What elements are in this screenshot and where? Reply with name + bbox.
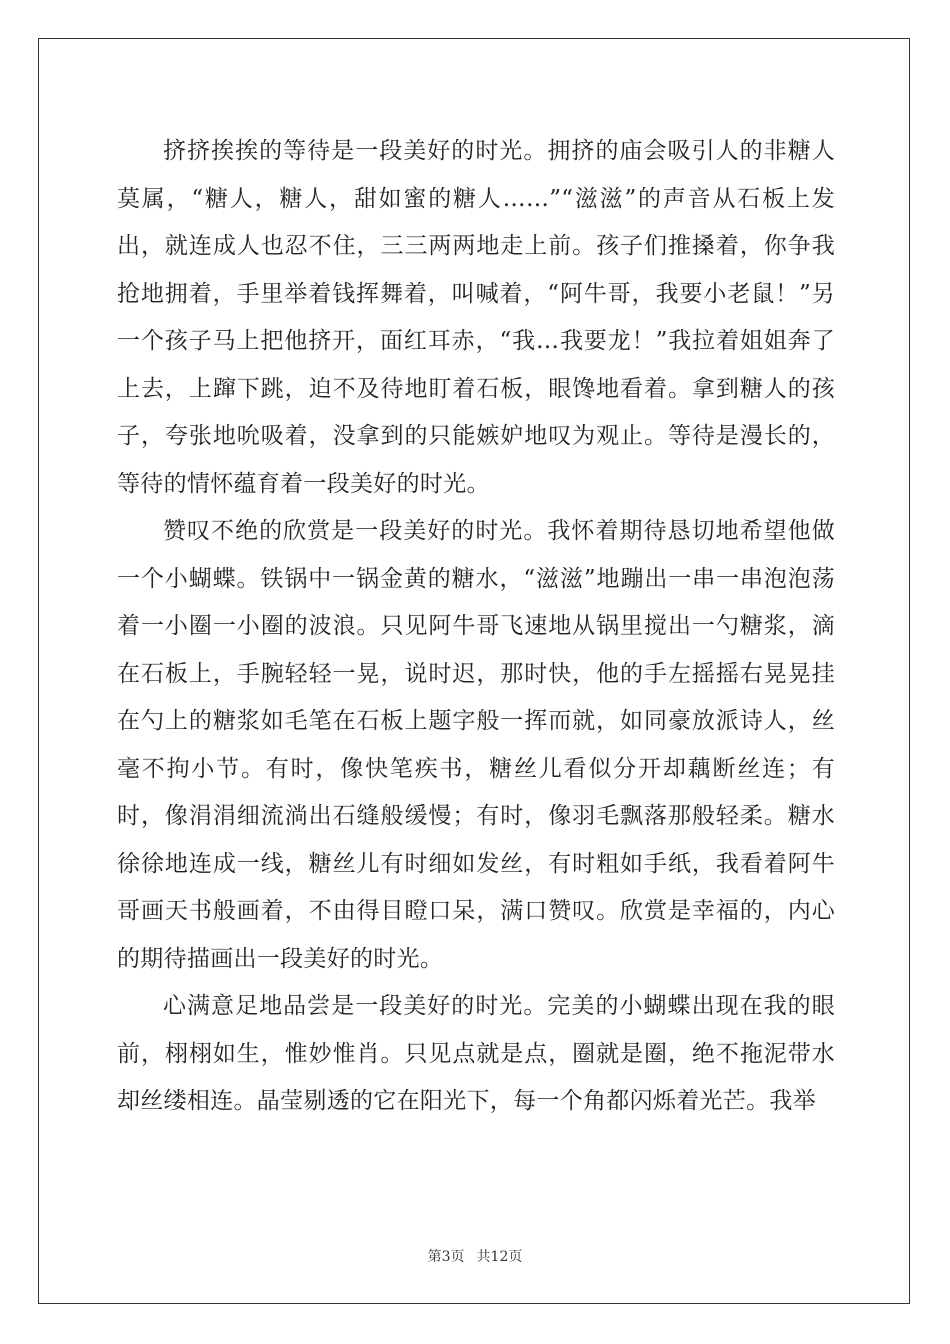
document-body xyxy=(117,128,835,1126)
paragraph-3: 心满意足地品尝是一段美好的时光。完美的小蝴蝶出现在我的眼前，栩栩如生，惟妙惟肖。只见点就是点，圈就是圈，绝不拖泥带水却丝缕相连。晶莹剔透的它在阳光下，每一个角都闪烁着光芒。我举 xyxy=(117,993,835,1114)
page-number: 第3页 xyxy=(427,1249,465,1265)
paragraph-2: 赞叹不绝的欣赏是一段美好的时光。我怀着期待恳切地希望他做一个小蝴蝶。铁锅中一锅金黄的糖水，“滋滋”地蹦出一串一串泡泡荡着一小圈一小圈的波浪。只见阿牛哥飞速地从锅里搅出一勺糖浆，滴在石板上，手腕轻轻一晃，说时迟，那时快，他的手左摇摇右晃晃挂在勺上的糖浆如毛笔在石板上题字般一挥而就，如同豪放派诗人，丝毫不拘小节。有时，像快笔疾书，糖丝儿看似分开却藕断丝连；有时，像涓涓细流淌出石缝般缓慢；有时，像羽毛飘落那般轻柔。糖水徐徐地连成一线，糖丝儿有时细如发丝，有时粗如手纸，我看着阿牛哥画天书般画着，不由得目瞪口呆，满口赞叹。欣赏是幸福的，内心的期待描画出一段美好的时光。 xyxy=(117,518,835,972)
page-footer xyxy=(0,1246,950,1266)
page-total: 共12页 xyxy=(476,1249,523,1265)
paragraph-1: 挤挤挨挨的等待是一段美好的时光。拥挤的庙会吸引人的非糖人莫属，“糖人，糖人，甜如蜜的糖人……”“滋滋”的声音从石板上发出，就连成人也忍不住，三三两两地走上前。孩子们推搡着，你争我抢地拥着，手里举着钱挥舞着，叫喊着，“阿牛哥，我要小老鼠！”另一个孩子马上把他挤开，面红耳赤，“我…我要龙！”我拉着姐姐奔了上去，上蹿下跳，迫不及待地盯着石板，眼馋地看着。拿到糖人的孩子，夸张地吮吸着，没拿到的只能嫉妒地叹为观止。等待是漫长的，等待的情怀蕴育着一段美好的时光。 xyxy=(117,138,835,497)
